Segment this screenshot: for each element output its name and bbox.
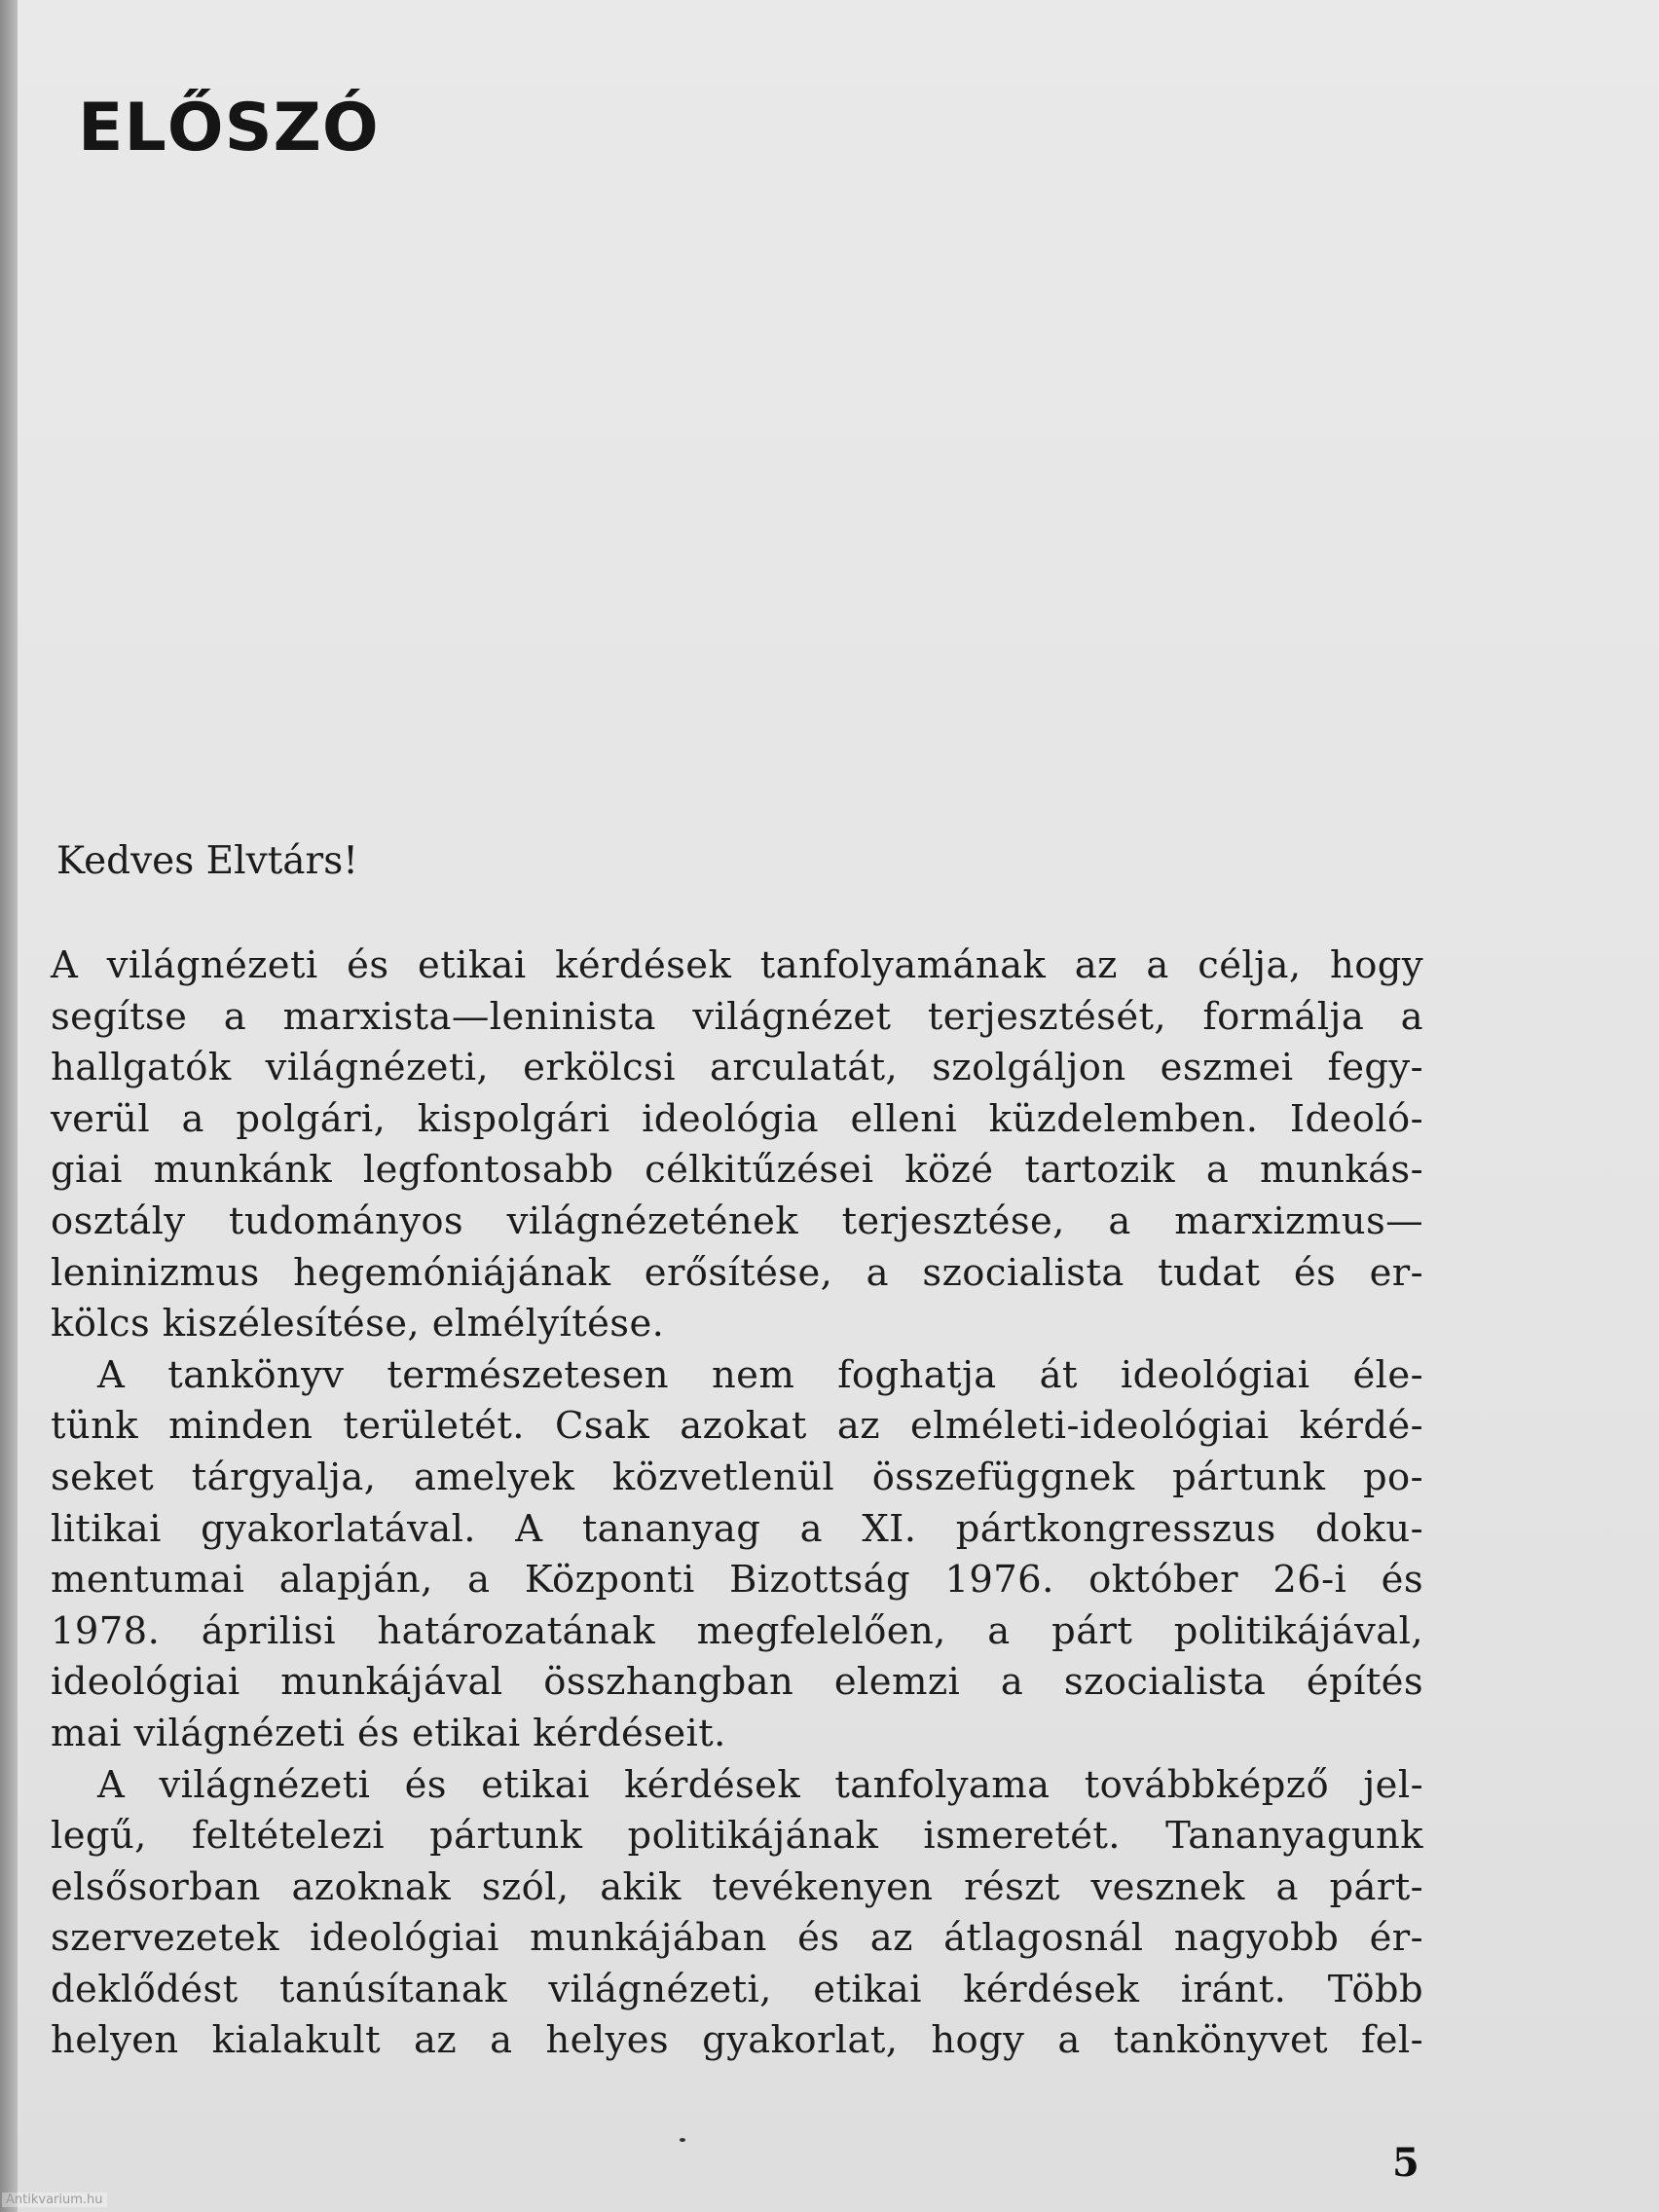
text-line: szervezetek ideológiai munkájában és az átlagosnál nagyobb ér- [51, 1916, 1423, 1961]
watermark: Antikvarium.hu [2, 2193, 107, 2207]
text-line: mai világnézeti és etikai kérdéseit. [51, 1711, 726, 1755]
text-line: A világnézeti és etikai kérdések tanfolyama továbbképző jel- [97, 1762, 1423, 1807]
text-line: kölcs kiszélesítése, elmélyítése. [51, 1302, 665, 1346]
text-line: seket tárgyalja, amelyek közvetlenül összefüggnek pártunk po- [51, 1455, 1423, 1499]
text-line: A tankönyv természetesen nem foghatja át ideológiai éle- [97, 1352, 1423, 1397]
text-line: hallgatók világnézeti, erkölcsi arculatát, szolgáljon eszmei fegy- [51, 1046, 1423, 1090]
text-line: helyen kialakult az a helyes gyakorlat, hogy a tankönyvet fel- [51, 2018, 1423, 2063]
text-line: 1978. áprilisi határozatának megfelelően, a párt politikájával, [51, 1608, 1423, 1653]
text-line: A világnézeti és etikai kérdések tanfolyamának az a célja, hogy [51, 943, 1423, 987]
book-spine-shadow [0, 0, 18, 2212]
text-line: litikai gyakorlatával. A tananyag a XI. pártkongresszus doku- [51, 1506, 1423, 1551]
text-line: mentumai alapján, a Központi Bizottság 1976. október 26-i és [51, 1558, 1423, 1603]
page-number: 5 [1392, 2140, 1419, 2186]
text-line: elsősorban azoknak szól, akik tevékenyen részt vesznek a párt- [51, 1864, 1423, 1909]
text-line: ideológiai munkájával összhangban elemzi a szocialista építés [51, 1660, 1423, 1705]
text-line: osztály tudományos világnézetének terjesztése, a marxizmus— [51, 1198, 1423, 1243]
text-line: leninizmus hegemóniájának erősítése, a szocialista tudat és er- [51, 1250, 1423, 1295]
book-page [18, 0, 1659, 2212]
text-line: segítse a marxista—leninista világnézet terjesztését, formálja a [51, 994, 1423, 1039]
text-line: verül a polgári, kispolgári ideológia elleni küzdelemben. Ideoló- [51, 1096, 1423, 1141]
text-line: tünk minden területét. Csak azokat az elméleti-ideológiai kérdé- [51, 1404, 1423, 1449]
text-line: giai munkánk legfontosabb célkitűzései közé tartozik a munkás- [51, 1148, 1423, 1193]
salutation: Kedves Elvtárs! [56, 839, 358, 883]
page-title: ELŐSZÓ [78, 90, 380, 166]
body-text [51, 940, 1423, 2067]
text-line: legű, feltételezi pártunk politikájának ismeretét. Tananyagunk [51, 1814, 1423, 1859]
ink-speck [680, 2138, 685, 2142]
text-line: deklődést tanúsítanak világnézeti, etikai kérdések iránt. Több [51, 1967, 1423, 2011]
